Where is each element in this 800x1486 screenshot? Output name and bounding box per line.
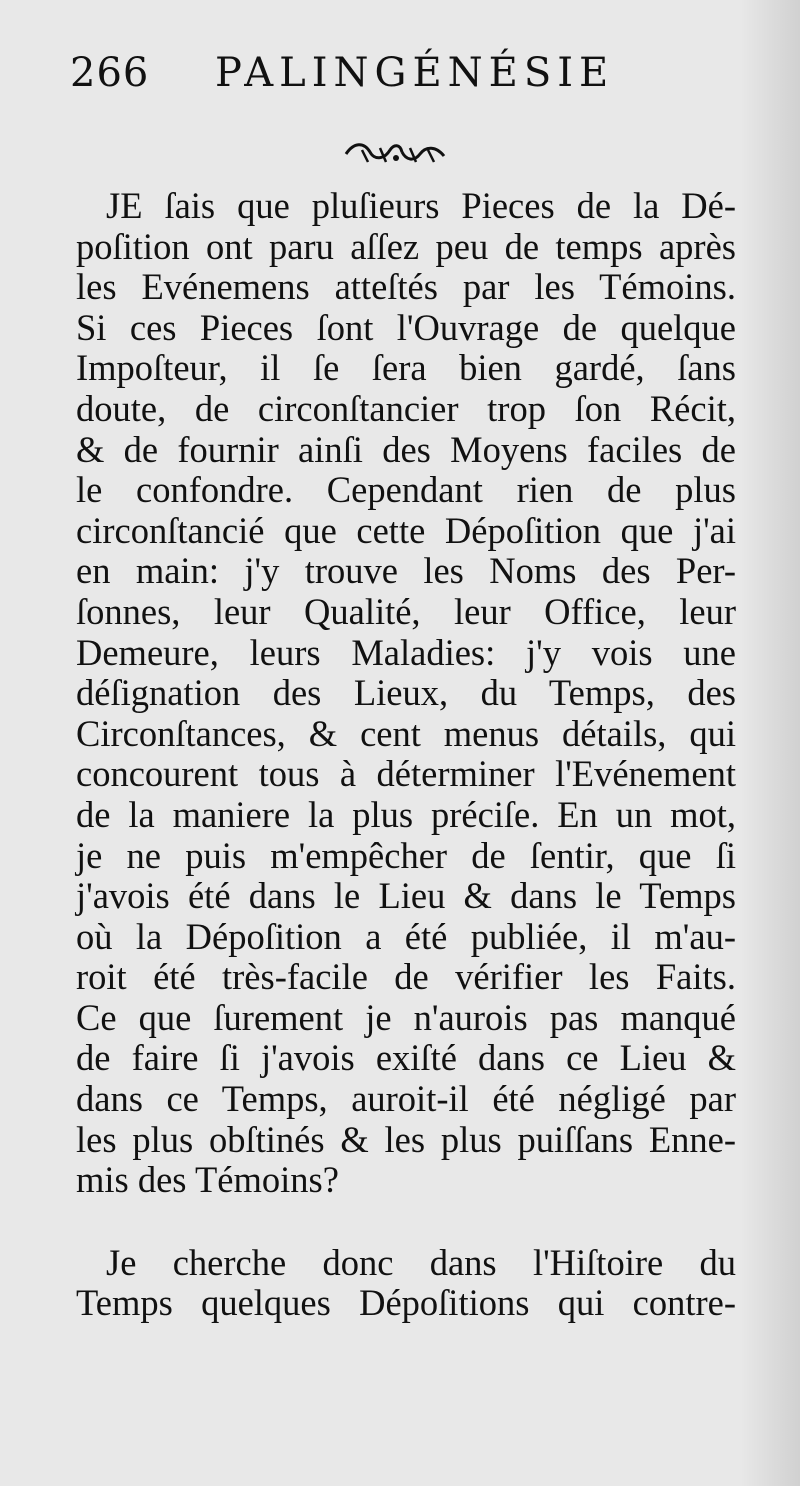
text-line: en main: j'y trouve les Noms des Per-: [76, 550, 736, 592]
text-line: le confondre. Cependant rien de plus: [76, 469, 736, 511]
text-line: doute, de circonſtancier trop ſon Récit,: [76, 387, 736, 429]
page-number: 266: [70, 50, 150, 96]
paragraph-gap: [76, 1201, 736, 1243]
text-line: j'avois été dans le Lieu & dans le Temps: [76, 875, 736, 917]
text-line: circonſtancié que cette Dépoſition que j'ai: [76, 509, 736, 551]
text-line: Je cherche donc dans l'Hiſtoire du: [106, 1241, 736, 1283]
running-title: PALINGÉNÉSIE: [215, 50, 615, 96]
page-header: [70, 44, 710, 104]
text-line: Demeure, leurs Maladies: j'y vois une: [76, 631, 736, 673]
text-line: les plus obſtinés & les plus puiſſans Enne-: [76, 1118, 736, 1160]
paragraph-1: [76, 186, 736, 1201]
body-text: [76, 186, 736, 1324]
text-line: de faire ſi j'avois exiſté dans ce Lieu &: [76, 1037, 736, 1079]
text-line: Ce que ſurement je n'aurois pas manqué: [76, 996, 736, 1038]
text-line: JE ſais que pluſieurs Pieces de la Dé-: [106, 185, 736, 226]
text-line: dans ce Temps, auroit-il été négligé par: [76, 1078, 736, 1120]
text-line: de la maniere la plus préciſe. En un mot,: [76, 793, 736, 835]
text-line: Impoſteur, il ſe ſera bien gardé, ſans: [76, 347, 736, 389]
text-line: mis des Témoins?: [76, 1159, 339, 1201]
text-line: je ne puis m'empêcher de ſentir, que ſi: [76, 834, 736, 876]
text-line: les Evénemens atteſtés par les Témoins.: [76, 266, 736, 308]
fleuron-ornament-icon: [340, 136, 450, 172]
text-line: & de fournir ainſi des Moyens faciles de: [76, 428, 736, 470]
text-line: déſignation des Lieux, du Temps, des: [76, 672, 736, 714]
text-line: où la Dépoſition a été publiée, il m'au-: [76, 915, 736, 957]
text-line: roit été très-facile de vérifier les Faits.: [76, 956, 736, 998]
text-line: concourent tous à déterminer l'Evénement: [76, 753, 736, 795]
paragraph-2: [76, 1243, 736, 1324]
page-edge-shadow: [740, 0, 800, 1486]
text-line: Circonſtances, & cent menus détails, qui: [76, 712, 736, 754]
text-line: ſonnes, leur Qualité, leur Office, leur: [76, 590, 736, 632]
text-line: poſition ont paru aſſez peu de temps après: [76, 225, 736, 267]
text-line: Si ces Pieces ſont l'Ouvrage de quelque: [76, 306, 736, 348]
text-line: Temps quelques Dépoſitions qui contre-: [76, 1282, 736, 1324]
